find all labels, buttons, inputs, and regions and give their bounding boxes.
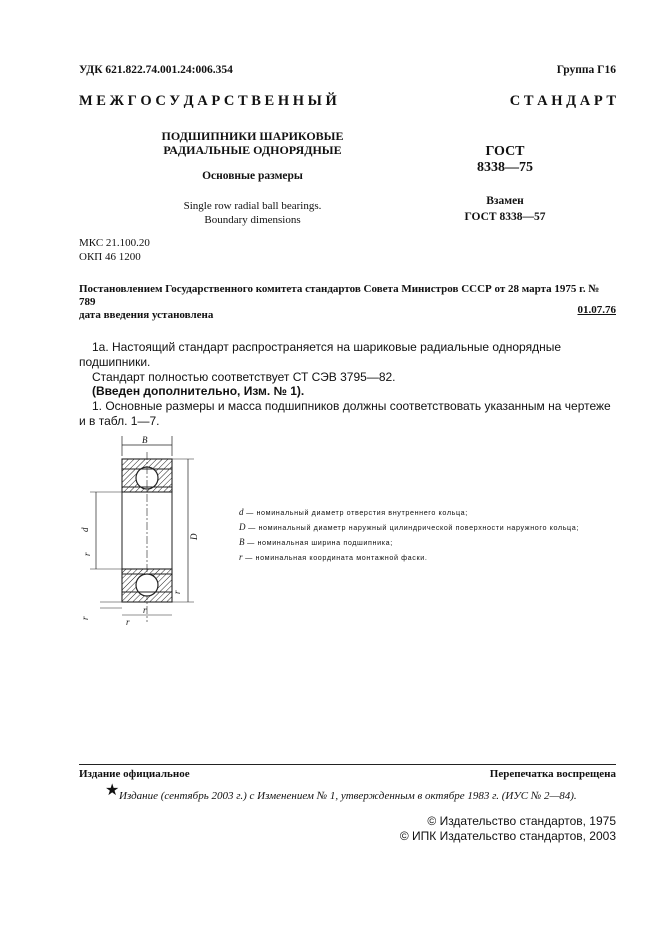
english-title-line-1: Single row radial ball bearings.	[183, 200, 322, 212]
legend-item-D: D — номинальный диаметр наружный цилиндрической поверхности наружного кольца;	[239, 522, 579, 532]
standard-banner	[79, 93, 616, 110]
udk-code: УДК 621.822.74.001.24:006.354	[79, 64, 233, 76]
label-r-right: r	[172, 590, 182, 594]
replaces-label: Взамен	[486, 195, 524, 207]
label-r-left: r	[82, 552, 92, 556]
label-r-bottom-2: r	[143, 605, 147, 615]
legend-item-r: r — номинальная координата монтажной фаски.	[239, 552, 428, 562]
official-edition-label: Издание официальное	[79, 768, 190, 780]
document-subtitle: Основные размеры	[202, 170, 303, 182]
legend-item-B: B — номинальная ширина подшипника;	[239, 537, 393, 547]
label-r-bottom-left: r	[80, 616, 90, 620]
document-title	[140, 129, 365, 157]
okp-code: ОКП 46 1200	[79, 251, 141, 263]
gost-code: 8338—75	[477, 160, 533, 175]
copyright-2003: © ИПК Издательство стандартов, 2003	[399, 829, 616, 843]
star-icon: ★	[105, 780, 120, 799]
paragraph-scope: 1а. Настоящий стандарт распространяется на шариковые радиальные однорядные подшипники.	[79, 340, 562, 369]
copyright-1975: © Издательство стандартов, 1975	[427, 814, 616, 828]
banner-word-interstate: М Е Ж Г О С У Д А Р С Т В Е Н Н Ы Й	[79, 93, 337, 109]
paragraph-conformity: Стандарт полностью соответствует СТ СЭВ 3795—82.	[92, 369, 396, 384]
lower-ring-section	[122, 569, 172, 602]
replaces-block	[462, 193, 548, 225]
paragraph-amendment-note: (Введен дополнительно, Изм. № 1).	[92, 384, 305, 399]
title-line-2: РАДИАЛЬНЫЕ ОДНОРЯДНЫЕ	[163, 143, 342, 157]
title-line-1: ПОДШИПНИКИ ШАРИКОВЫЕ	[161, 129, 344, 143]
label-r-bottom-1: r	[126, 617, 130, 627]
banner-word-standard: С Т А Н Д А Р Т	[509, 93, 616, 109]
decree-text	[79, 283, 616, 322]
footer-divider	[79, 764, 616, 765]
label-D: D	[189, 533, 199, 540]
decree-line-2: дата введения установлена	[79, 309, 214, 321]
legend-item-d: d — номинальный диаметр отверстия внутреннего кольца;	[239, 507, 468, 517]
group-code: Группа Г16	[556, 64, 616, 76]
english-title	[140, 199, 365, 227]
copyright-block	[400, 814, 616, 844]
symbol-legend	[239, 505, 579, 565]
decree-line-1: Постановлением Государственного комитета стандартов Совета Министров СССР от 28 марта 1975 г. № 789	[79, 283, 600, 308]
mks-code: МКС 21.100.20	[79, 237, 150, 249]
edition-note: Издание (сентябрь 2003 г.) с Изменением № 1, утвержденным в октябре 1983 г. (ИУС № 2—84).	[119, 790, 577, 802]
label-d: d	[80, 527, 90, 532]
bearing-drawing	[76, 432, 206, 632]
replaces-code: ГОСТ 8338—57	[464, 211, 546, 223]
reprint-prohibited-label: Перепечатка воспрещена	[489, 768, 616, 780]
classification-codes	[79, 236, 150, 264]
label-B: B	[142, 435, 148, 445]
effective-date: 01.07.76	[577, 304, 616, 316]
gost-label: ГОСТ	[485, 144, 525, 159]
english-title-line-2: Boundary dimensions	[204, 214, 301, 226]
gost-number	[465, 144, 545, 176]
body-text	[79, 340, 616, 429]
paragraph-dimensions: 1. Основные размеры и масса подшипников должны соответствовать указанным на чертеже и в табл. 1—7.	[79, 399, 611, 428]
